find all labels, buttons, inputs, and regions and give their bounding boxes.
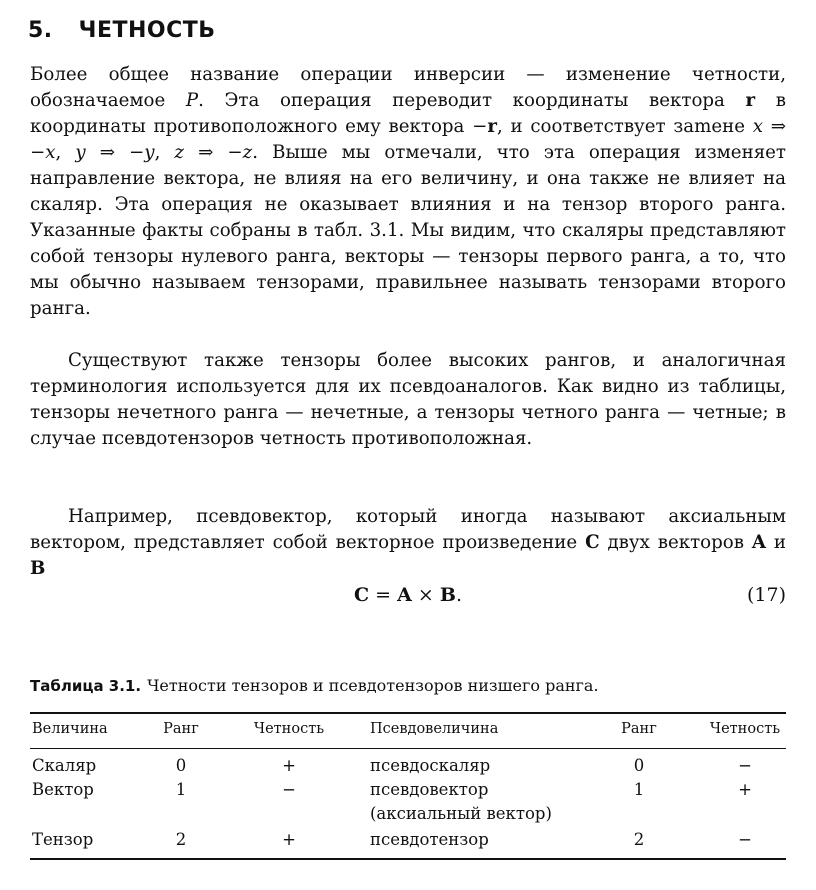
cell-pseudo-parity: − [738,830,752,849]
cell-pseudo-quantity: псевдоскаляр [370,756,491,775]
var-x: x [752,116,763,137]
var-z-neg: z [242,142,253,163]
table-top-rule [30,712,786,714]
header-pseudo-parity: Четность [709,721,781,737]
table-header-rule [30,748,786,749]
p1-text-c: в координаты противоположного ему вектора − [30,90,786,137]
eq-dot: . [455,584,462,606]
symbol-P: P [185,90,199,111]
eq-B: B [439,584,456,606]
header-parity: Четность [253,721,325,737]
table-caption-label: Таблица 3.1. [30,677,142,695]
vector-C: C [585,532,600,553]
table-caption-text: Четности тензоров и псевдотензоров низшего ранга. [147,676,599,695]
cell-parity: + [282,830,296,849]
p3-text-c: и [765,532,787,553]
var-z: z [174,142,185,163]
cell-rank: 1 [175,780,187,799]
var-x-neg: x [45,142,56,163]
cell-rank: 0 [175,756,187,775]
p1-arrow-y: ⇒ − [85,142,145,163]
eq-A: A [397,584,412,606]
cell-pseudo-rank: 0 [633,756,645,775]
vector-A: A [751,532,766,553]
p3-text-b: двух векторов [599,532,752,553]
cell-pseudo-parity: − [738,756,752,775]
cell-parity: − [282,780,296,799]
cell-pseudo-parity: + [738,780,752,799]
cell-quantity: Вектор [32,780,94,799]
table-caption [30,676,599,695]
vector-r: r [745,90,756,111]
cell-rank: 2 [175,830,187,849]
cell-parity: + [282,756,296,775]
equation-formula [30,582,786,608]
eq-C: C [354,584,370,606]
vector-B: B [30,558,46,579]
p3-text-a: Например, псевдовектор, который иногда называют аксиальным вектором, представляет собой векторное произведение [30,506,786,553]
paragraph-3 [30,504,786,582]
p1-arrow-x: ⇒ − [30,116,786,163]
p1-text-d: , и соответствует заmене [496,116,753,137]
var-y: y [75,142,86,163]
table-bottom-rule [30,858,786,860]
paragraph-1 [30,62,786,322]
vector-r-neg: r [487,116,497,137]
header-pseudo-rank: Ранг [621,721,657,737]
p1-arrow-z: ⇒ − [184,142,243,163]
p1-text-b: . Эта операция переводит координаты вектора [198,90,746,111]
p1-text-j: . Выше мы отмечали, что эта операция изменяет направление вектора, не влияя на его величину, и она также не влияет на скаляр. Эта операция не оказывает влияния и на тензор второго ранга. Указанные факты собраны в табл. 3.1. Мы видим, что скаляры представляют собой тензоры нулевого ранга, векторы — тензоры первого ранга, а то, что мы обычно называем тензорами, правильнее называть тензорами второго ранга. [30,142,786,319]
cell-pseudo-rank: 1 [633,780,645,799]
eq-times: × [411,584,440,606]
cell-pseudo-quantity: псевдовектор [370,780,489,799]
cell-quantity: Скаляр [32,756,97,775]
cell-pseudo-note: (аксиальный вектор) [370,804,552,823]
p1-text-a: Более общее название операции инверсии — изменение четности, обозначаемое [30,64,786,111]
equation-17 [30,582,786,608]
section-number: 5. [28,18,53,43]
p1-comma-1: , [55,142,76,163]
paragraph-2: Существуют также тензоры более высоких рангов, и аналогичная терминология используется для их псевдоаналогов. Как видно из таблицы, тензоры нечетного ранга — нечетные, а тензоры четного ранга — четные; в случае псевдотензоров четность противоположная. [30,350,786,449]
p1-comma-2: , [154,142,175,163]
eq-equals: = [369,584,398,606]
cell-pseudo-rank: 2 [633,830,645,849]
equation-number: (17) [746,584,786,606]
section-title: ЧЕТНОСТЬ [78,18,216,43]
header-rank: Ранг [163,721,199,737]
header-quantity: Величина [32,721,108,737]
cell-pseudo-quantity: псевдотензор [370,830,489,849]
cell-quantity: Тензор [32,830,94,849]
section-heading [28,18,216,43]
var-y-neg: y [144,142,155,163]
header-pseudo-quantity: Псевдовеличина [370,721,499,737]
